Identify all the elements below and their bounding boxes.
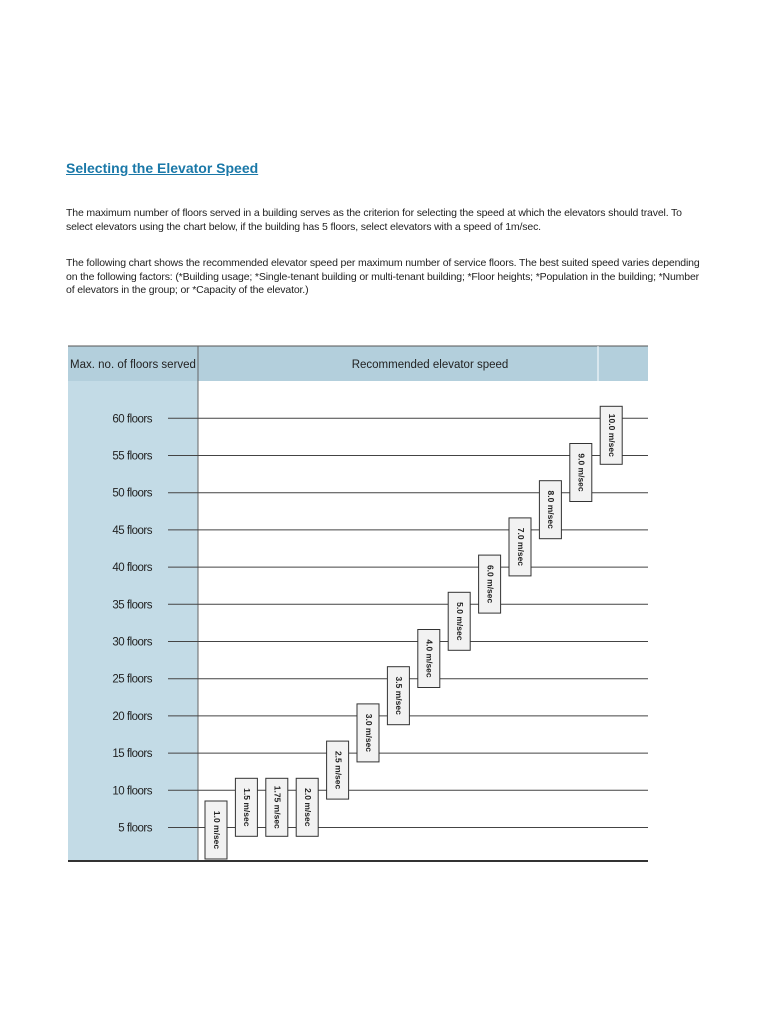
floor-label: 30 floors (112, 636, 152, 649)
speed-label: 1.75 m/sec (272, 785, 283, 829)
speed-label: 4.0 m/sec (424, 639, 435, 678)
floor-label: 60 floors (112, 413, 152, 426)
speed-label: 10.0 m/sec (606, 413, 617, 457)
speed-label: 9.0 m/sec (576, 453, 587, 492)
floor-label: 55 floors (112, 450, 152, 463)
speed-label: 1.5 m/sec (242, 788, 253, 827)
floor-label: 10 floors (112, 785, 152, 798)
factors-paragraph: The following chart shows the recommended elevator speed per maximum number of service floors. The best suited speed varies depending on the following factors: (*Building usage; *Single-tenant building or multi-tenant building; *Floor heights; *Population in the building; *Number of elevators in the group; or *Capacity of the elevator.) (66, 257, 700, 296)
floor-label: 35 floors (112, 599, 152, 612)
speed-label: 2.5 m/sec (333, 750, 344, 790)
right-column-header: Recommended elevator speed (351, 359, 509, 371)
speed-label: 3.0 m/sec (363, 713, 374, 753)
floor-label: 50 floors (112, 487, 152, 500)
speed-label: 2.0 m/sec (302, 788, 313, 827)
speed-label: 1.0 m/sec (211, 810, 222, 850)
speed-label: 7.0 m/sec (515, 527, 526, 567)
page-title[interactable]: Selecting the Elevator Speed (66, 160, 259, 176)
floor-label: 5 floors (118, 822, 152, 835)
floor-label: 15 floors (112, 748, 152, 761)
intro-paragraph: The maximum number of floors served in a building serves as the criterion for selecting the speed at which the elevators should travel. To select elevators using the chart below, if the building has 5 floors, select elevators with a speed of 1m/sec. (66, 207, 682, 233)
speed-label: 8.0 m/sec (546, 490, 557, 529)
speed-label: 5.0 m/sec (454, 602, 465, 641)
floor-label: 45 floors (112, 524, 152, 537)
left-column-header: Max. no. of floors served (70, 359, 196, 371)
speed-label: 3.5 m/sec (394, 676, 405, 715)
floor-label: 25 floors (112, 673, 152, 686)
speed-label: 6.0 m/sec (485, 564, 496, 604)
floor-label: 40 floors (112, 562, 152, 575)
floor-label: 20 floors (112, 710, 152, 723)
